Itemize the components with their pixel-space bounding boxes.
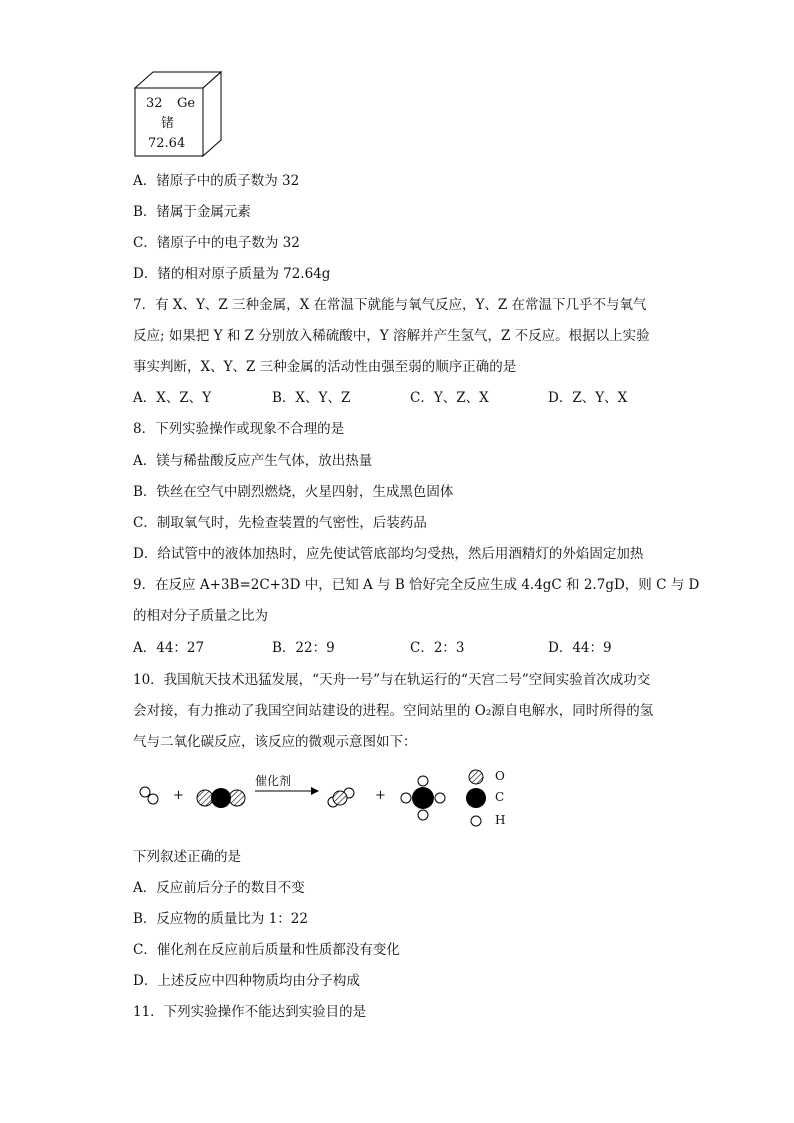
legend-carbon-label: C bbox=[495, 790, 505, 804]
q9-stem-line-2: 的相对分子质量之比为 bbox=[133, 608, 268, 624]
methane-molecule-icon bbox=[401, 776, 445, 820]
q9-option-b: B．22：9 bbox=[272, 640, 335, 656]
water-molecule-icon bbox=[328, 788, 354, 807]
q8-option-a: A．镁与稀盐酸反应产生气体，放出热量 bbox=[133, 453, 373, 469]
q10-option-c: C．催化剂在反应前后质量和性质都没有变化 bbox=[133, 942, 400, 958]
q11-stem: 11．下列实验操作不能达到实验目的是 bbox=[133, 1004, 367, 1020]
legend-hydrogen-label: H bbox=[495, 813, 506, 827]
legend-oxygen-label: O bbox=[495, 769, 505, 783]
q7-option-c: C．Y、Z、X bbox=[410, 390, 489, 406]
q6-option-d: D．锗的相对原子质量为 72.64g bbox=[133, 266, 331, 282]
q7-stem-line-2: 反应; 如果把 Y 和 Z 分别放入稀硫酸中，Y 溶解并产生氢气，Z 不反应。根据以上实验 bbox=[133, 328, 650, 344]
atomic-mass: 72.64 bbox=[148, 136, 186, 151]
q10-stem-line-3: 气与二氧化碳反应，该反应的微观示意图如下： bbox=[133, 734, 417, 750]
q10-prompt: 下列叙述正确的是 bbox=[133, 849, 241, 865]
hydrogen-atom-icon bbox=[471, 816, 481, 826]
element-symbol: Ge bbox=[177, 96, 196, 111]
plus-sign-2: + bbox=[375, 788, 386, 803]
catalyst-label: 催化剂 bbox=[255, 774, 292, 788]
q10-option-d: D．上述反应中四种物质均由分子构成 bbox=[133, 973, 360, 989]
q6-option-c: C．锗原子中的电子数为 32 bbox=[133, 235, 300, 251]
reaction-micro-diagram bbox=[133, 765, 533, 835]
carbon-atom-icon bbox=[466, 788, 486, 808]
q7-option-d: D．Z、Y、X bbox=[548, 390, 628, 406]
q7-option-a: A．X、Z、Y bbox=[133, 390, 212, 406]
q9-option-c: C．2：3 bbox=[410, 640, 465, 656]
q9-option-d: D．44：9 bbox=[548, 640, 612, 656]
q8-option-c: C．制取氧气时，先检查装置的气密性，后装药品 bbox=[133, 515, 427, 531]
q10-option-a: A．反应前后分子的数目不变 bbox=[133, 880, 305, 896]
q7-stem-line-3: 事实判断，X、Y、Z 三种金属的活动性由强至弱的顺序正确的是 bbox=[133, 359, 517, 375]
q6-option-b: B．锗属于金属元素 bbox=[133, 204, 251, 220]
q9-stem-line-1: 9．在反应 A+3B=2C+3D 中，已知 A 与 B 恰好完全反应生成 4.4gC 和 2.7gD，则 C 与 D bbox=[133, 577, 700, 593]
germanium-element-card bbox=[133, 70, 225, 158]
element-name: 锗 bbox=[161, 116, 175, 131]
q10-option-b: B．反应物的质量比为 1：22 bbox=[133, 911, 308, 927]
q8-stem: 8．下列实验操作或现象不合理的是 bbox=[133, 421, 345, 437]
q7-stem-line-1: 7．有 X、Y、Z 三种金属，X 在常温下就能与氧气反应，Y、Z 在常温下几乎不与氧气 bbox=[133, 297, 647, 313]
q10-stem-line-1: 10．我国航天技术迅猛发展，“天舟一号”与在轨运行的“天宫二号”空间实验首次成功交 bbox=[133, 672, 651, 688]
plus-sign-1: + bbox=[173, 788, 184, 803]
carbon-dioxide-molecule-icon bbox=[197, 788, 245, 808]
q9-option-a: A．44：27 bbox=[133, 640, 205, 656]
q7-option-b: B．X、Y、Z bbox=[272, 390, 351, 406]
q10-stem-line-2: 会对接，有力推动了我国空间站建设的进程。空间站里的 O₂源自电解水，同时所得的氢 bbox=[133, 703, 654, 719]
q8-option-b: B．铁丝在空气中剧烈燃烧，火星四射，生成黑色固体 bbox=[133, 484, 454, 500]
q6-option-a: A．锗原子中的质子数为 32 bbox=[133, 173, 300, 189]
hydrogen-molecule-icon bbox=[140, 787, 158, 804]
legend-markers bbox=[466, 770, 486, 826]
oxygen-atom-icon bbox=[469, 770, 483, 784]
q8-option-d: D．给试管中的液体加热时，应先使试管底部均匀受热，然后用酒精灯的外焰固定加热 bbox=[133, 546, 644, 562]
atomic-number: 32 bbox=[146, 96, 163, 111]
